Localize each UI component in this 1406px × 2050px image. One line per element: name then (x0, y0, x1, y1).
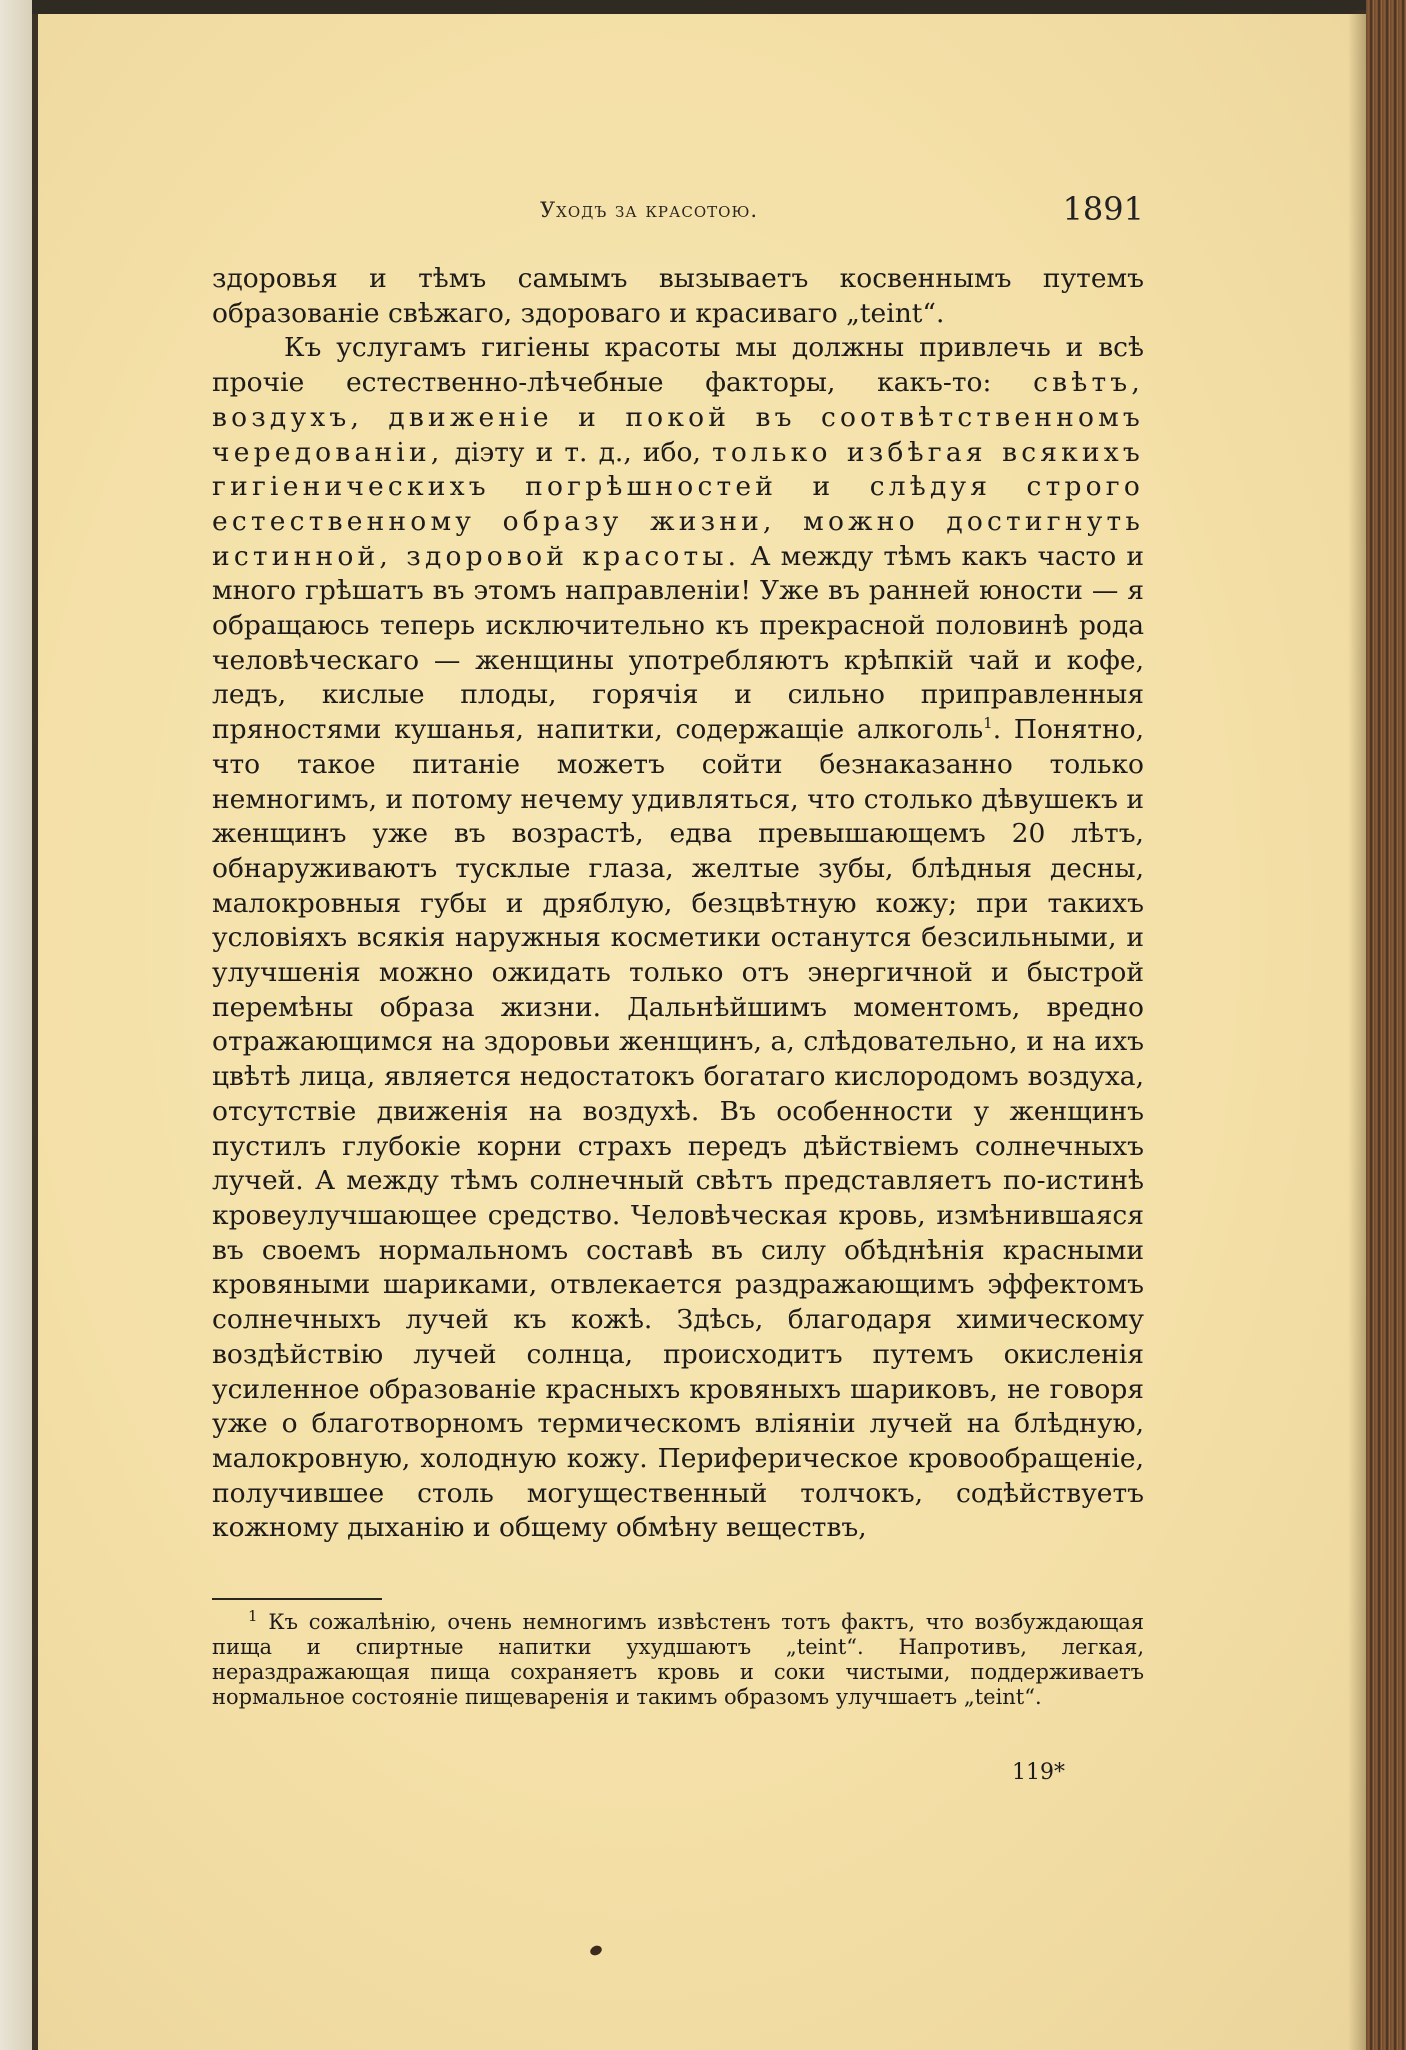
footnote (212, 1607, 1144, 1710)
footnote-reference: 1 (983, 714, 993, 733)
main-text (212, 262, 1144, 1546)
paragraph-2 (212, 331, 1144, 1546)
gutter-shadow (1348, 10, 1366, 2050)
page-number: 1891 (1062, 190, 1144, 228)
running-title: Уходъ за красотою. (540, 198, 759, 222)
book-fore-edge (1366, 0, 1406, 2050)
emphasized-factors: свѣтъ, воздухъ, движеніе и покой въ соотвѣтственномъ чередованіи, (212, 367, 1144, 468)
footnote-divider (212, 1598, 382, 1600)
paragraph-2-part-b: діэту и т. д., ибо, (443, 436, 712, 468)
scan-margin (0, 0, 32, 2050)
page-top-edge (32, 0, 1372, 14)
signature-mark: 119* (1012, 1760, 1065, 1785)
footnote-marker: 1 (248, 1607, 258, 1625)
paragraph-2-part-c: А между тѣмъ какъ часто и много грѣшатъ въ этомъ направленіи! Уже въ ранней юности — я обращаюсь теперь исключительно къ прекрасной половинѣ рода человѣческаго — женщины употребляютъ крѣпкій чай и кофе, ледъ, кислые плоды, горячія и сильно приправленныя пряностями кушанья, напитки, содержащіе алкоголь (212, 540, 1145, 746)
emphasized-statement: только избѣгая всякихъ гигіеническихъ погрѣшностей и слѣдуя строго естественному образу жизни, можно достигнуть истинной, здоровой красоты. (212, 436, 1144, 572)
paragraph-2-part-a: Къ услугамъ гигіены красоты мы должны привлечь и всѣ прочіе естественно-лѣчебные факторы, какъ-то: (212, 332, 1144, 399)
page-header (212, 190, 1144, 234)
paragraph-1: здоровья и тѣмъ самымъ вызываетъ косвеннымъ путемъ образованіе свѣжаго, здороваго и красиваго „teint“. (212, 263, 1144, 329)
footnote-text: Къ сожалѣнію, очень немногимъ извѣстенъ тотъ фактъ, что возбуждающая пища и спиртные напитки ухудшаютъ „teint“. Напротивъ, легкая, нераздражающая пища сохраняетъ кровь и соки чистыми, поддерживаетъ нормальное состояніе пищеваренія и такимъ образомъ улучшаетъ „teint“. (212, 1610, 1144, 1709)
page-left-edge (32, 0, 38, 2050)
ink-spot (589, 1944, 604, 1957)
paragraph-2-part-d: . Понятно, что такое питаніе можетъ сойти безнаказанно только немногимъ, и потому нечему удивляться, что столько дѣвушекъ и женщинъ уже въ возрастѣ, едва превышающемъ 20 лѣтъ, обнаруживаютъ тусклые глаза, желтые зубы, блѣдныя десны, малокровныя губы и дряблую, безцвѣтную кожу; при такихъ условіяхъ всякія наружныя косметики останутся безсильными, и улучшенія можно ожидать только отъ энергичной и быстрой перемѣны образа жизни. Дальнѣйшимъ моментомъ, вредно отражающимся на здоровьи женщинъ, а, слѣдовательно, и на ихъ цвѣтѣ лица, является недостатокъ богатаго кислородомъ воздуха, отсутствіе движенія на воздухѣ. Въ особенности у женщинъ пустилъ глубокіе корни страхъ передъ дѣйствіемъ солнечныхъ лучей. А между тѣмъ солнечный свѣтъ представляетъ по-истинѣ кровеулучшающее средство. Человѣческая кровь, измѣнившаяся въ своемъ нормальномъ составѣ въ силу обѣднѣнія красными кровяными шариками, отвлекается раздражающимъ эффектомъ солнечныхъ лучей къ кожѣ. Здѣсь, благодаря химическому воздѣйствію лучей солнца, происходитъ путемъ окисленія усиленное образованіе красныхъ кровяныхъ шариковъ, не говоря уже о благотворномъ термическомъ вліяніи лучей на блѣдную, малокровную, холодную кожу. Периферическое кровообращеніе, получившее столь могущественный толчокъ, содѣйствуетъ кожному дыханію и общему обмѣну веществъ, (212, 714, 1144, 1544)
